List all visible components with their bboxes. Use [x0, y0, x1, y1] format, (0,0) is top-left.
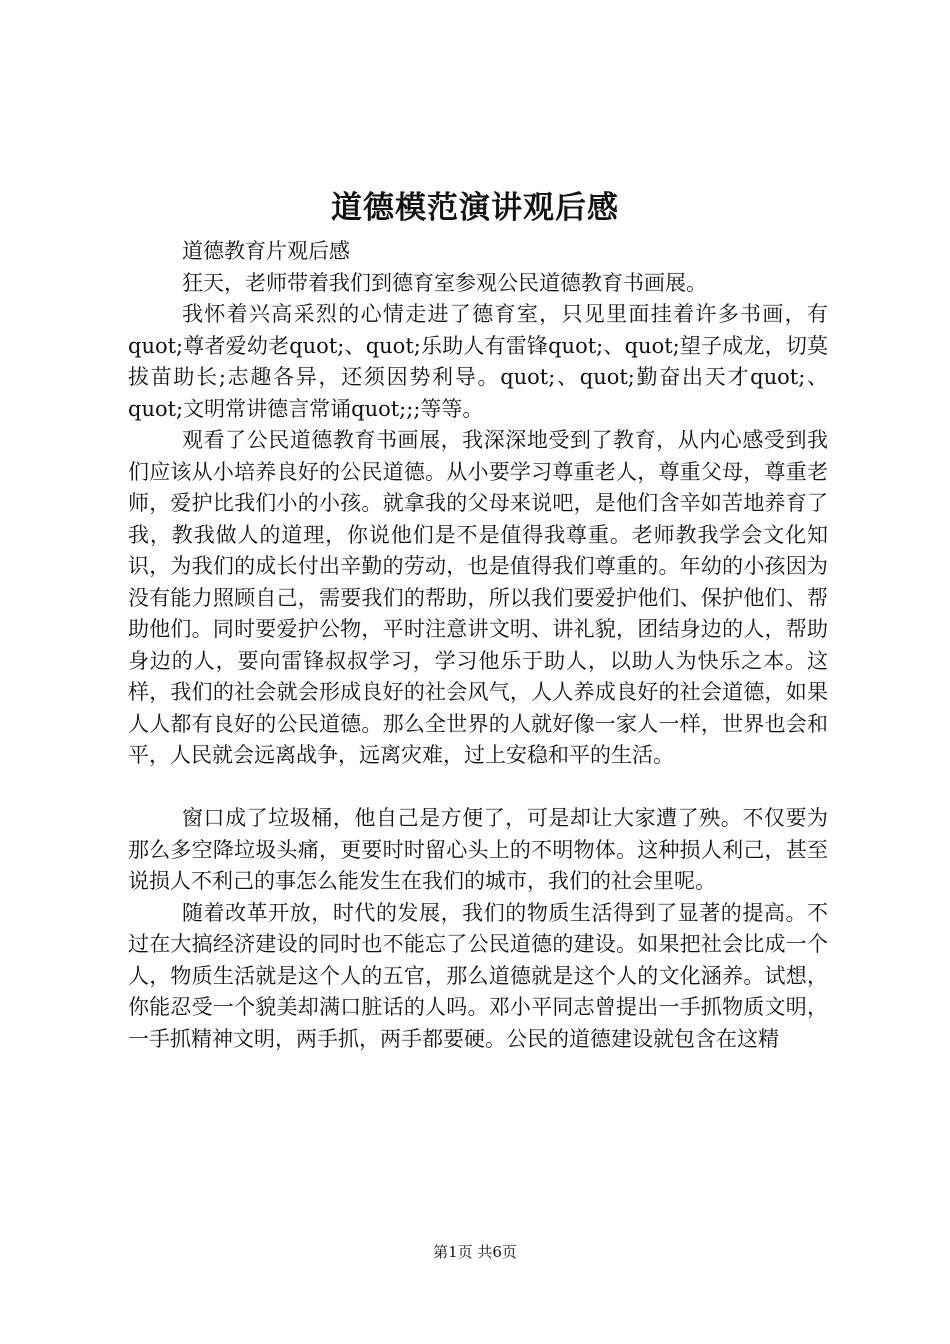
document-body: [128, 236, 828, 1055]
paragraph-spacer: [128, 772, 828, 804]
paragraph-intro: 狂天，老师带着我们到德育室参观公民道德教育书画展。: [182, 270, 707, 295]
paragraph-reflection: 观看了公民道德教育书画展，我深深地受到了教育，从内心感受到我们应该从小培养良好的公民道德。从小要学习尊重老人，尊重父母，尊重老师，爱护比我们小的小孩。就拿我的父母来说吧，是他们含辛如苦地养育了我，教我做人的道理，你说他们是不是值得我尊重。老师教我学会文化知识，为我们的成长付出辛勤的劳动，也是值得我们尊重的。年幼的小孩因为没有能力照顾自己，需要我们的帮助，所以我们要爱护他们、保护他们、帮助他们。同时要爱护公物，平时注意讲文明、讲礼貌，团结身边的人，帮助身边的人，要向雷锋叔叔学习，学习他乐于助人，以助人为快乐之本。这样，我们的社会就会形成良好的社会风气，人人养成良好的社会道德，如果人人都有良好的公民道德。那么全世界的人就好像一家人一样，世界也会和平，人民就会远离战争，远离灾难，过上安稳和平的生活。: [128, 428, 828, 767]
page-number-footer: 第1页 共6页: [433, 1243, 517, 1261]
paragraph-exhibition: 我怀着兴高采烈的心情走进了德育室，只见里面挂着许多书画，有quot;尊者爱幼老quot;、quot;乐助人有雷锋quot;、quot;望子成龙，切莫拔苗助长;志趣各异，还须因势利导。quot;、quot;勤奋出天才quot;、quot;文明常讲德言常诵quot;;;等等。: [128, 302, 828, 421]
paragraph-window-litter: 窗口成了垃圾桶，他自己是方便了，可是却让大家遭了殃。不仅要为那么多空降垃圾头痛，更要时时留心头上的不明物体。这种损人利己，甚至说损人不利己的事怎么能发生在我们的城市，我们的社会里呢。: [128, 806, 828, 893]
paragraph-reform: 随着改革开放，时代的发展，我们的物质生活得到了显著的提高。不过在大搞经济建设的同时也不能忘了公民道德的建设。如果把社会比成一个人，物质生活就是这个人的五官，那么道德就是这个人的文化涵养。试想，你能忍受一个貌美却满口脏话的人吗。邓小平同志曾提出一手抓物质文明，一手抓精神文明，两手抓，两手都要硬。公民的道德建设就包含在这精: [128, 900, 828, 1051]
paragraph-subtitle: 道德教育片观后感: [182, 239, 350, 263]
document-title: 道德模范演讲观后感: [331, 190, 619, 226]
